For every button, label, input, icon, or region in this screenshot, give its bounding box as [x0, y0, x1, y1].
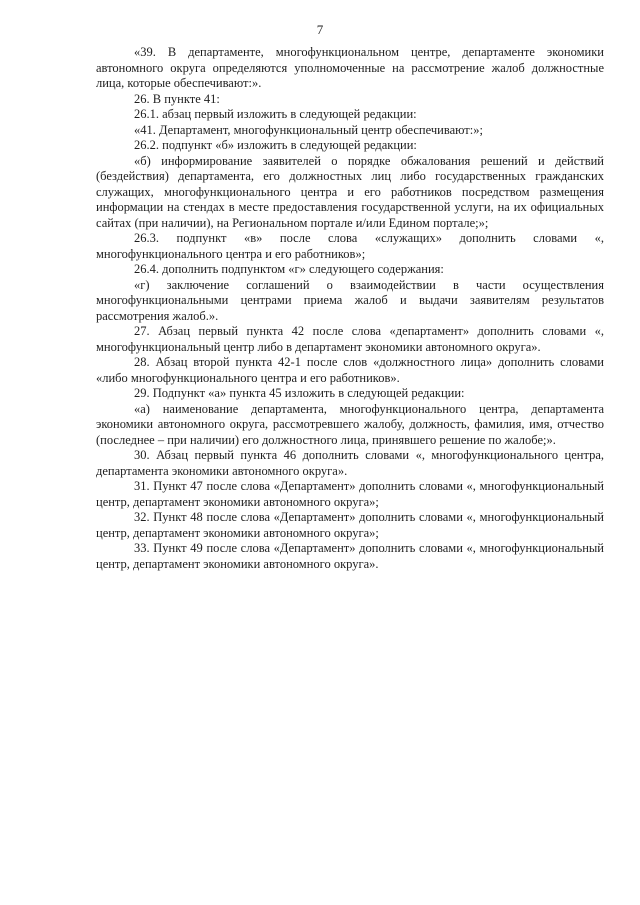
paragraph-27: 27. Абзац первый пункта 42 после слова «департамент» дополнить словами «, многофункциональный центр либо в департамент экономики автономного округа». [96, 324, 604, 354]
paragraph-subitem-g-quote: «г) заключение соглашений о взаимодействии в части осуществления многофункциональными центрами приема жалоб и выдачи заявителям результатов рассмотрения жалоб.». [96, 277, 604, 323]
paragraph-26-2: 26.2. подпункт «б» изложить в следующей редакции: [134, 138, 417, 152]
page-number: 7 [316, 22, 324, 37]
paragraph-28: 28. Абзац второй пункта 42-1 после слов «должностного лица» дополнить словами «либо многофункционального центра и его работников». [96, 355, 604, 385]
paragraph-26-1: 26.1. абзац первый изложить в следующей редакции: [134, 107, 417, 121]
paragraph-31: 31. Пункт 47 после слова «Департамент» дополнить словами «, многофункциональный центр, департамент экономики автономного округа»; [96, 479, 604, 509]
paragraph-29: 29. Подпункт «а» пункта 45 изложить в следующей редакции: [134, 386, 465, 400]
paragraph-26-3: 26.3. подпункт «в» после слова «служащих» дополнить словами «, многофункционального центра и его работников»; [96, 231, 604, 261]
paragraph-39-quote: «39. В департаменте, многофункциональном центре, департаменте экономики автономного округа определяются уполномоченные на рассмотрение жалоб должностные лица, которые обеспечивают:». [96, 45, 604, 90]
paragraph-32: 32. Пункт 48 после слова «Департамент» дополнить словами «, многофункциональный центр, департамент экономики автономного округа»; [96, 510, 604, 540]
paragraph-subitem-b-quote: «б) информирование заявителей о порядке обжалования решений и действий (бездействия) департамента, его должностных лиц либо государственных гражданских служащих, многофункционального центра и его работников посредством размещения информации на стендах в месте предоставления государственной услуги, на их официальных сайтах (при наличии), на Региональном портале и/или Едином портале;»; [96, 153, 604, 230]
paragraph-33: 33. Пункт 49 после слова «Департамент» дополнить словами «, многофункциональный центр, департамент экономики автономного округа». [96, 541, 604, 571]
paragraph-30: 30. Абзац первый пункта 46 дополнить словами «, многофункционального центра, департамента экономики автономного округа». [96, 448, 604, 478]
paragraph-26-4: 26.4. дополнить подпунктом «г» следующего содержания: [134, 262, 444, 276]
paragraph-41-quote: «41. Департамент, многофункциональный центр обеспечивают:»; [134, 122, 483, 137]
document-body [96, 45, 604, 572]
paragraph-subitem-a-quote: «а) наименование департамента, многофункционального центра, департамента экономики автономного округа, рассмотревшего жалобу, должность, фамилия, имя, отчество (последнее – при наличии) его должностного лица, принявшего решение по жалобе;». [96, 401, 604, 447]
paragraph-26: 26. В пункте 41: [134, 91, 220, 106]
